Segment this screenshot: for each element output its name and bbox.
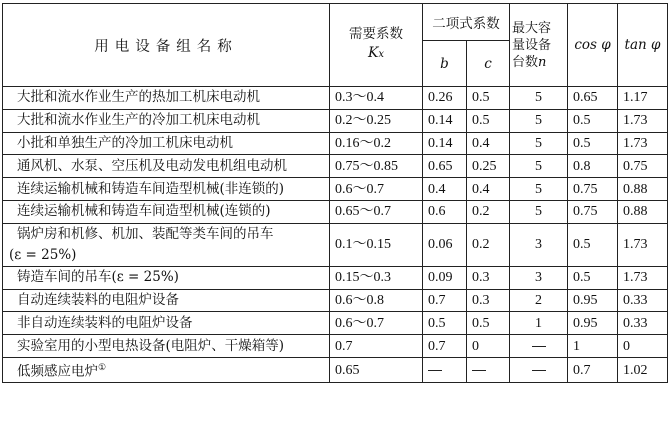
b-value: 0.7: [423, 289, 467, 312]
kx-value: 0.6～0.7: [330, 312, 423, 335]
tan-value: 0: [618, 335, 668, 358]
table-row: [3, 335, 668, 358]
header-c: c: [467, 41, 510, 87]
table-row: [3, 132, 668, 155]
tan-value: 0.33: [618, 289, 668, 312]
cos-value: 0.5: [568, 266, 618, 289]
tan-value: 1.73: [618, 223, 668, 266]
b-value: 0.4: [423, 178, 467, 201]
kx-value: 0.15～0.3: [330, 266, 423, 289]
n-value: [510, 335, 568, 358]
c-value: 0.2: [467, 200, 510, 223]
table-row: [3, 155, 668, 178]
table-row: [3, 312, 668, 335]
b-value: 0.26: [423, 87, 467, 110]
table-row: [3, 289, 668, 312]
c-value: 0: [467, 335, 510, 358]
header-binomial: 二项式系数: [423, 4, 510, 41]
c-value: 0.3: [467, 266, 510, 289]
c-value: 0.4: [467, 132, 510, 155]
b-value: 0.5: [423, 312, 467, 335]
kx-value: 0.75～0.85: [330, 155, 423, 178]
cos-value: 0.5: [568, 132, 618, 155]
cos-value: 0.75: [568, 178, 618, 201]
tan-value: 0.33: [618, 312, 668, 335]
table-row: [3, 223, 668, 266]
b-value: 0.14: [423, 109, 467, 132]
b-value: 0.7: [423, 335, 467, 358]
c-value: 0.5: [467, 109, 510, 132]
b-value: 0.06: [423, 223, 467, 266]
equipment-name: 大批和流水作业生产的冷加工机床电动机: [3, 109, 330, 132]
b-value: 0.6: [423, 200, 467, 223]
equipment-name: 低频感应电炉①: [3, 357, 330, 383]
header-kx-label: 需要系数: [349, 25, 403, 42]
dash-mark: [532, 370, 546, 371]
header-name: 用电设备组名称: [3, 4, 330, 87]
c-value: 0.5: [467, 312, 510, 335]
equipment-name: 锅炉房和机修、机加、装配等类车间的吊车 (ε = 25%): [3, 223, 330, 266]
kx-value: 0.1～0.15: [330, 223, 423, 266]
tan-value: 1.02: [618, 357, 668, 383]
table-row: [3, 357, 668, 383]
b-value: 0.65: [423, 155, 467, 178]
header-cos: cos φ: [568, 4, 618, 87]
header-tan: tan φ: [618, 4, 668, 87]
n-value: 3: [510, 266, 568, 289]
table-row: [3, 109, 668, 132]
cos-value: 0.65: [568, 87, 618, 110]
c-value: 0.3: [467, 289, 510, 312]
cos-value: 0.95: [568, 289, 618, 312]
kx-value: 0.7: [330, 335, 423, 358]
c-value: 0.25: [467, 155, 510, 178]
header-kx: [330, 4, 423, 87]
b-value: 0.09: [423, 266, 467, 289]
equipment-name: 自动连续装料的电阻炉设备: [3, 289, 330, 312]
cos-value: 0.5: [568, 109, 618, 132]
tan-value: 1.73: [618, 109, 668, 132]
cos-value: 0.75: [568, 200, 618, 223]
tan-value: 1.17: [618, 87, 668, 110]
n-value: 2: [510, 289, 568, 312]
kx-value: 0.6～0.7: [330, 178, 423, 201]
dash-mark: [428, 370, 442, 371]
tan-value: 1.73: [618, 132, 668, 155]
dash-mark: [472, 370, 486, 371]
cos-value: 0.7: [568, 357, 618, 383]
tan-value: 1.73: [618, 266, 668, 289]
n-value: 3: [510, 223, 568, 266]
equipment-name: 通风机、水泵、空压机及电动发电机组电动机: [3, 155, 330, 178]
n-value: 5: [510, 155, 568, 178]
c-value: 0.2: [467, 223, 510, 266]
cos-value: 0.8: [568, 155, 618, 178]
n-value: 5: [510, 200, 568, 223]
header-kx-symbol: Kx: [367, 44, 385, 61]
table-row: [3, 266, 668, 289]
footnote-marker: ①: [98, 362, 107, 373]
n-value: 5: [510, 132, 568, 155]
table-row: [3, 200, 668, 223]
header-max-devices: 最大容 量设备 台数n: [510, 4, 568, 87]
c-value: 0.4: [467, 178, 510, 201]
kx-value: 0.2～0.25: [330, 109, 423, 132]
equipment-name: 连续运输机械和铸造车间造型机械(连锁的): [3, 200, 330, 223]
b-value: 0.14: [423, 132, 467, 155]
dash-mark: [532, 346, 546, 347]
n-value: [510, 357, 568, 383]
cos-value: 1: [568, 335, 618, 358]
equipment-name: 实验室用的小型电热设备(电阻炉、干燥箱等): [3, 335, 330, 358]
kx-value: 0.6～0.8: [330, 289, 423, 312]
tan-value: 0.75: [618, 155, 668, 178]
tan-value: 0.88: [618, 200, 668, 223]
kx-value: 0.3～0.4: [330, 87, 423, 110]
header-b: b: [423, 41, 467, 87]
equipment-name: 小批和单独生产的冷加工机床电动机: [3, 132, 330, 155]
kx-value: 0.16～0.2: [330, 132, 423, 155]
kx-value: 0.65～0.7: [330, 200, 423, 223]
equipment-name: 大批和流水作业生产的热加工机床电动机: [3, 87, 330, 110]
equipment-name: 连续运输机械和铸造车间造型机械(非连锁的): [3, 178, 330, 201]
n-value: 5: [510, 109, 568, 132]
coefficient-table: [2, 3, 668, 383]
equipment-name: 铸造车间的吊车(ε = 25%): [3, 266, 330, 289]
cos-value: 0.5: [568, 223, 618, 266]
c-value: [467, 357, 510, 383]
kx-value: 0.65: [330, 357, 423, 383]
n-value: 5: [510, 87, 568, 110]
b-value: [423, 357, 467, 383]
n-value: 1: [510, 312, 568, 335]
equipment-name: 非自动连续装料的电阻炉设备: [3, 312, 330, 335]
n-value: 5: [510, 178, 568, 201]
tan-value: 0.88: [618, 178, 668, 201]
table-row: [3, 178, 668, 201]
table-row: [3, 87, 668, 110]
c-value: 0.5: [467, 87, 510, 110]
cos-value: 0.95: [568, 312, 618, 335]
